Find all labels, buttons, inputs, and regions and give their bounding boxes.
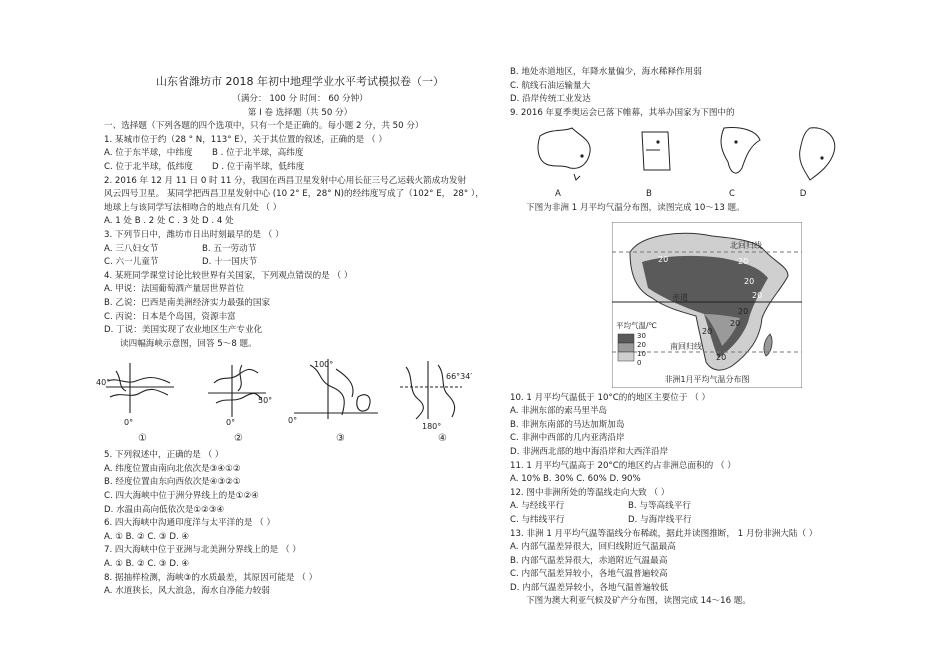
q8-option-a[interactable]: A. 水道狭长，风大浪急，海水自净能力较弱 — [104, 586, 270, 597]
isotherm-label: 20 — [658, 254, 669, 264]
question-10: 10. 1 月平均气温低于 10°C的的地区主要位于 （ ） — [510, 392, 711, 403]
map-caption: 非洲1月平均气温分布图 — [664, 374, 750, 384]
exam-title: 山东省潍坊市 2018 年初中地理学业水平考试模拟卷（一） — [156, 75, 444, 88]
isotherm-label: 20 — [752, 290, 763, 300]
q1-option-d[interactable]: D . 位于南半球，低纬度 — [212, 161, 305, 172]
question-13: 13. 非洲 1 月平均气温等温线分布稀疏，据此并读图推断， 1 月份非洲大陆（ ） — [510, 528, 818, 539]
q8-option-c[interactable]: C. 航线石油运输量大 — [510, 80, 591, 91]
question-8: 8. 据抽样检测，海峡③的水质最差，其原因可能是 （ ） — [104, 572, 318, 583]
question-2-line-1: 2. 2016 年 12 月 11 日 0 时 11 分，我国在西昌卫星发射中心用长征三号乙运载火箭成功发射 — [104, 175, 467, 186]
q5-option-b[interactable]: B. 经度位置由东向西依次是④③②① — [104, 477, 241, 488]
isotherm-label: 20 — [716, 352, 727, 362]
shape-c[interactable] — [721, 128, 760, 174]
shape-d[interactable] — [800, 128, 835, 180]
q5-option-d[interactable]: D. 水温由高向低依次是①②③④ — [104, 504, 225, 515]
q1-option-a[interactable]: A. 位于东半球，中纬度 — [104, 148, 193, 159]
part-heading: 第 Ⅰ 卷 选择题（共 50 分） — [247, 107, 353, 118]
map3-number: ③ — [336, 433, 345, 445]
q2-options[interactable]: A. 1 处 B . 2 处 C . 3 处 D . 4 处 — [104, 216, 234, 227]
africa-map-svg — [612, 222, 802, 388]
australia-intro: 下图为澳大利亚气候及矿产分布图，读图完成 14～16 题。 — [526, 596, 751, 607]
isotherm-label: 20 — [738, 256, 749, 266]
right-column — [510, 66, 840, 609]
strait-intro: 读四幅海峡示意图，回答 5～8 题。 — [120, 338, 257, 349]
q1-option-c[interactable]: C. 位于北半球，低纬度 — [104, 161, 193, 172]
question-4: 4. 某班同学课堂讨论比较世界有关国家，下列观点错误的是 （ ） — [104, 270, 353, 281]
option-d-label: D — [799, 189, 807, 200]
q4-option-b[interactable]: B. 乙说：巴西是南美洲经济实力最强的国家 — [104, 297, 271, 308]
map4-lon-label: 180° — [422, 422, 442, 432]
q4-option-c[interactable]: C. 丙说：日本是个岛国，资源丰富 — [104, 311, 236, 322]
tropic-of-cancer-label: 北回归线 — [730, 240, 762, 250]
question-2-line-3: 地球上与该同学写法相吻合的地点有几处 （ ） — [104, 202, 282, 213]
option-b-label: B — [646, 189, 652, 200]
shape-a[interactable] — [538, 128, 590, 168]
q12-option-b[interactable]: B. 与等高线平行 — [628, 501, 691, 512]
map1-number: ① — [138, 433, 147, 445]
q13-option-d[interactable]: D. 内部气温差异较小，各地气温普遍较低 — [510, 582, 669, 593]
q7-options[interactable]: A. ① B. ② C. ③ D. ④ — [104, 559, 190, 570]
africa-intro: 下图为非洲 1 月平均气温分布图，读图完成 10～13 题。 — [526, 202, 745, 213]
q10-option-d[interactable]: D. 非洲西北部的地中海沿岸和大西洋沿岸 — [510, 446, 669, 457]
left-column — [96, 74, 496, 599]
option-c-label: C — [728, 189, 735, 200]
isotherm-label: 20 — [730, 318, 741, 328]
exam-meta: （满分： 100 分 时间： 60 分钟） — [232, 94, 368, 104]
q5-option-c[interactable]: C. 四大海峡中位于洲分界线上的是①②④ — [104, 491, 259, 502]
question-1: 1. 某城市位于约（28 ° N，113° E），关于其位置的叙述，正确的是 （ ） — [104, 134, 387, 145]
map3-lon-label: 100° — [314, 360, 334, 370]
question-9: 9. 2016 年夏季奥运会已落下帷幕，其举办国家为下图中的 — [510, 107, 735, 118]
q12-option-a[interactable]: A. 与经线平行 — [510, 501, 565, 512]
strait-maps-svg — [96, 357, 496, 445]
legend-value: 30 — [637, 331, 646, 340]
q8-option-b[interactable]: B. 地处赤道地区，年降水量偏少，海水稀释作用弱 — [510, 67, 702, 77]
question-11: 11. 1 月平均气温高于 20°C的地区约占非洲总面积的 （ ） — [510, 460, 736, 471]
map2-lon-label: 0° — [226, 418, 236, 428]
question-3: 3. 下列节日中，潍坊市日出时刻最早的是 （ ） — [104, 229, 284, 240]
legend-value: 10 — [637, 349, 646, 358]
map2-number: ② — [234, 433, 243, 445]
country-shapes — [510, 122, 840, 190]
tropic-of-capricorn-label: 南回归线 — [670, 341, 702, 351]
map4-number: ④ — [438, 433, 447, 445]
q13-option-b[interactable]: B. 内部气温差异很大，赤道附近气温最高 — [510, 555, 668, 566]
map3-lat-label: 0° — [288, 416, 298, 426]
isotherm-label: 20 — [702, 326, 713, 336]
option-a-label: A — [555, 189, 561, 200]
instructions: 一、选择题（下列各题的四个选项中，只有一个是正确的。每小题 2 分，共 50 分） — [104, 121, 424, 132]
map1-lat-label: 40° — [96, 378, 111, 388]
map2-lat-label: 50° — [258, 396, 273, 406]
q3-option-d[interactable]: D. 十一国庆节 — [202, 257, 258, 268]
q12-option-c[interactable]: C. 与纬线平行 — [510, 514, 565, 525]
legend-value: 0 — [637, 358, 642, 367]
question-5: 5. 下列叙述中，正确的是 （ ） — [104, 450, 224, 461]
q13-option-c[interactable]: C. 内部气温差异较小，各地气温普遍较高 — [510, 569, 668, 580]
africa-map — [612, 222, 802, 388]
q10-option-b[interactable]: B. 非洲东南部的马达加斯加岛 — [510, 419, 625, 430]
equator-label: 赤道 — [672, 292, 688, 302]
q4-option-d[interactable]: D. 丁说：美国实现了农业地区生产专业化 — [104, 325, 263, 336]
map1-lon-label: 0° — [124, 418, 134, 428]
q11-options[interactable]: A. 10% B. 30% C. 60% D. 90% — [510, 474, 641, 485]
q6-options[interactable]: A. ① B. ② C. ③ D. ④ — [104, 531, 190, 542]
q1-option-b[interactable]: B . 位于北半球，高纬度 — [212, 148, 304, 159]
question-2-line-2: 风云四号卫星。 某同学把西昌卫星发射中心 (10 2° E，28° N)的经纬度写成了（102° E， 28° ）， — [104, 189, 484, 200]
q3-option-c[interactable]: C. 六一儿童节 — [104, 257, 159, 268]
q12-option-d[interactable]: D. 与海岸线平行 — [628, 514, 692, 525]
question-7: 7. 四大海峡中位于亚洲与北美洲分界线上的是 （ ） — [104, 545, 301, 556]
q5-option-a[interactable]: A. 纬度位置由南向北依次是③④①② — [104, 463, 241, 474]
shape-a-island — [574, 174, 580, 180]
q3-option-b[interactable]: B. 五一劳动节 — [202, 243, 257, 254]
q8-option-d[interactable]: D. 沿岸传统工业发达 — [510, 94, 591, 105]
country-shapes-svg — [510, 122, 840, 190]
legend-value: 20 — [637, 340, 646, 349]
map4-lat-label: 66°34′ — [446, 372, 473, 382]
question-12: 12. 图中非洲所处的等温线走向大致 （ ） — [510, 487, 670, 498]
isotherm-label: 20 — [744, 276, 755, 286]
legend-title: 平均气温/℃ — [616, 320, 657, 330]
q3-option-a[interactable]: A. 三八妇女节 — [104, 243, 159, 254]
q10-option-a[interactable]: A. 非洲东部的索马里半岛 — [510, 406, 608, 417]
q10-option-c[interactable]: C. 非洲中西部的几内亚湾沿岸 — [510, 433, 625, 444]
shape-b[interactable] — [642, 132, 670, 170]
q13-option-a[interactable]: A. 内部气温差异很大，回归线附近气温最高 — [510, 542, 676, 553]
question-6: 6. 四大海峡中沟通印度洋与太平洋的是 （ ） — [104, 518, 276, 529]
q4-option-a[interactable]: A. 甲说：法国葡萄酒产量居世界首位 — [104, 284, 245, 295]
strait-maps — [96, 357, 496, 445]
isotherm-label: 20 — [738, 306, 749, 316]
